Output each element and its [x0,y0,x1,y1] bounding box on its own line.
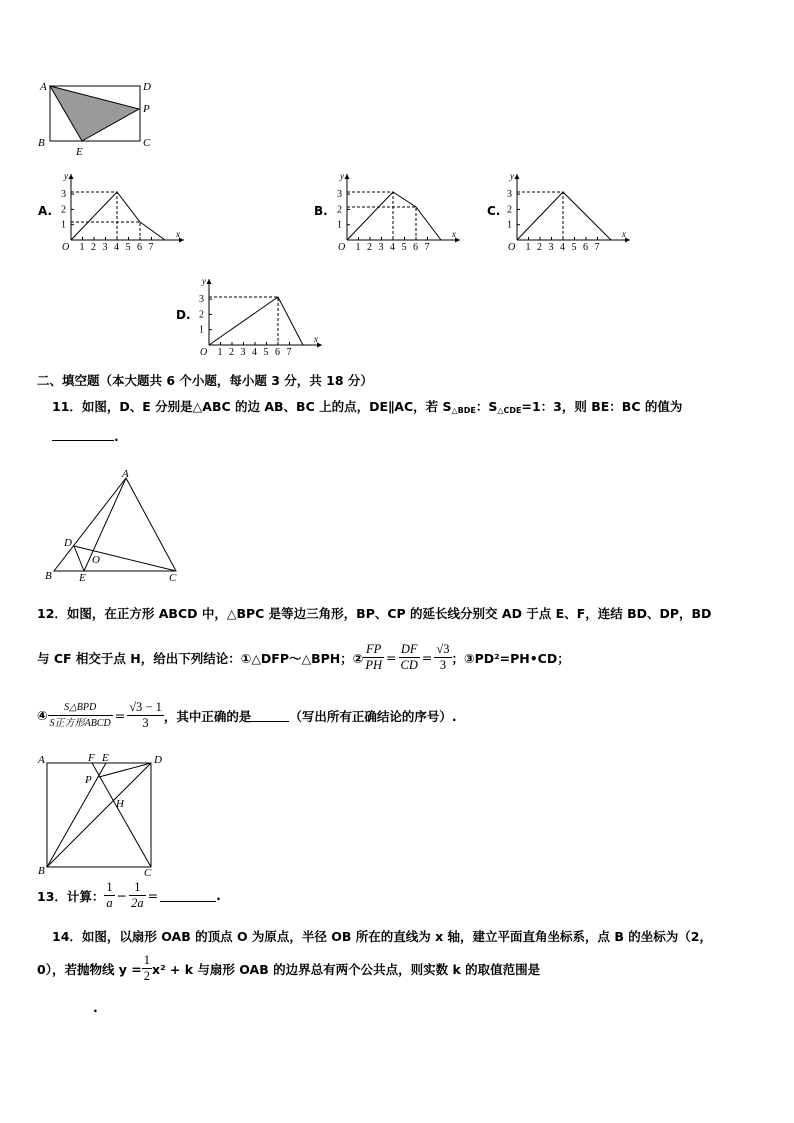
q11-label-B: B [45,570,52,582]
x-tick-label: 7 [424,242,430,252]
x-tick-label: 6 [137,242,142,252]
q11-blank-end: . [114,429,119,444]
q12-fraction-sqrt3-minus-1: $\frac{√3 - 1}{3}$ [129,700,162,730]
option-A-label: A. [38,204,53,218]
q12-line3-b: ，其中正确的是 [163,708,252,724]
q14-fraction-1-2: $\frac{1}{2}$ [143,953,151,983]
graph-option-B [336,170,466,252]
q14-line1: 14．如图，以扇形 OAB 的顶点 O 为原点，半径 OB 所在的直线为 x 轴，建立平面直角坐标系，点 B 的坐标为（2， [52,929,712,944]
q13-end: . [216,888,221,903]
option-D-label: D. [176,308,191,322]
q12-line2-b: ；③PD²=PH•CD； [451,650,570,666]
q12-label-A: A [38,754,45,766]
y-axis-arrow [345,174,350,179]
y-axis-label: y [510,171,514,181]
rectangle-figure [35,78,165,160]
point-label-A: A [40,81,47,93]
origin-label: O [508,242,516,252]
q14-line2-a: 0），若抛物线 y = [37,961,142,977]
y-axis-arrow [207,279,212,284]
x-tick-label: 5 [125,242,131,252]
x-axis-label: x [176,229,180,239]
origin-label: O [200,347,208,357]
section-heading: 二、填空题（本大题共 6 个小题，每小题 3 分，共 18 分） [37,373,373,388]
question-11 [52,397,682,415]
triangle-figure-q11 [40,468,190,586]
x-tick-label: 2 [229,347,234,357]
y-tick-label: 1 [61,219,66,231]
q12-label-P: P [85,774,92,786]
graph-option-C [506,170,636,252]
square-figure-q12 [36,752,166,878]
x-tick-label: 7 [148,242,154,252]
x-tick-label: 5 [571,242,577,252]
point-label-C: C [143,137,151,149]
x-tick-label: 7 [286,347,292,357]
q11-answer-blank[interactable] [52,428,114,441]
y-tick-label: 1 [199,324,204,336]
y-tick-label: 2 [337,204,342,216]
q12-label-C: C [144,867,152,878]
y-tick-label: 3 [337,189,342,201]
q11-label-E: E [79,572,86,584]
origin-label: O [62,242,70,252]
y-axis-arrow [515,174,520,179]
q11-text-a: 11．如图，D、E 分别是△ABC 的边 AB、BC 上的点，DE∥AC，若 S [52,399,452,414]
y-tick-label: 3 [507,189,512,201]
x-tick-label: 4 [560,242,565,252]
y-tick-label: 1 [337,219,342,231]
question-13 [37,880,221,911]
x-tick-label: 4 [390,242,395,252]
x-axis-label: x [314,334,318,344]
x-tick-label: 3 [378,242,384,252]
option-B-label: B. [314,204,328,218]
x-tick-label: 4 [114,242,119,252]
q14-line2 [37,953,540,984]
q11-text-b: ：S [475,399,498,414]
q11-text-c: =1：3，则 BE：BC 的值为 [521,399,683,414]
point-label-P: P [143,103,150,115]
graph-option-A [60,170,190,252]
x-tick-label: 4 [252,347,257,357]
x-tick-label: 6 [583,242,588,252]
origin-label: O [338,242,346,252]
point-label-E: E [76,146,83,158]
x-tick-label: 2 [91,242,96,252]
q13-text-a: 13．计算： [37,888,105,904]
x-tick-label: 5 [263,347,269,357]
q12-line3: ④ $\frac{\text{S△BPD}}{\text{S正方形ABCD}}$ = $\frac{√3 - 1}{3}$ ，其中正确的是 （写出所有正确结论的序号）. [37,700,457,730]
graph-option-D [198,275,328,357]
q13-fraction-1-2a: $\frac{1}{2a}$ [131,880,144,910]
y-tick-label: 1 [507,219,512,231]
q12-line2: 与 CF 相交于点 H，给出下列结论：①△DFP～△BPH；② $\frac{FP}{PH}$ = $\frac{DF}{CD}$ = $\frac{√3}{3}$ ；③PD²=PH•CD； [37,642,570,672]
y-axis-label: y [64,171,68,181]
x-tick-label: 1 [525,242,531,252]
q12-label-F: F [88,752,95,764]
y-axis-label: y [340,171,344,181]
q14-line2-b: x² + k 与扇形 OAB 的边界总有两个公共点，则实数 k 的取值范围是 [152,961,541,977]
x-tick-label: 3 [548,242,554,252]
q11-label-D: D [64,537,72,549]
q13-answer-blank[interactable] [160,889,216,902]
x-tick-label: 1 [79,242,85,252]
x-axis-label: x [452,229,456,239]
x-tick-label: 2 [537,242,542,252]
q12-fraction-sqrt3-3: $\frac{√3}{3}$ [436,642,450,672]
q12-label-E: E [102,752,109,764]
y-tick-label: 2 [507,204,512,216]
q13-equals: = [147,888,159,903]
q13-fraction-1-a: $\frac{1}{a}$ [106,880,113,910]
q13-minus: − [116,888,128,903]
q11-sub2: △CDE [497,406,522,415]
q12-label-H: H [116,798,124,810]
q11-answer-line [52,428,119,444]
q11-label-A: A [122,468,129,480]
y-tick-label: 2 [61,204,66,216]
x-tick-label: 1 [217,347,223,357]
x-tick-label: 6 [275,347,280,357]
x-tick-label: 5 [401,242,407,252]
x-tick-label: 3 [240,347,246,357]
x-tick-label: 3 [102,242,108,252]
y-axis-arrow [69,174,74,179]
y-tick-label: 2 [199,309,204,321]
option-C-label: C. [487,204,501,218]
q11-label-C: C [169,572,177,584]
q12-line2-a: 与 CF 相交于点 H，给出下列结论：①△DFP～△BPH；② [37,650,364,666]
x-tick-label: 7 [594,242,600,252]
q12-fraction-df-cd: $\frac{DF}{CD}$ [400,642,418,672]
q12-answer-blank[interactable] [251,709,289,722]
q12-fraction-fp-ph: $\frac{FP}{PH}$ [365,642,383,672]
point-label-B: B [38,137,45,149]
point-label-D: D [143,81,151,93]
x-tick-label: 6 [413,242,418,252]
x-tick-label: 2 [367,242,372,252]
q12-line3-c: （写出所有正确结论的序号）. [289,708,457,724]
q11-sub1: △BDE [451,406,476,415]
q12-label-D: D [154,754,162,766]
q12-line1: 12．如图，在正方形 ABCD 中，△BPC 是等边三角形，BP、CP 的延长线分别交 AD 于点 E、F，连结 BD、DP，BD [37,606,712,621]
y-tick-label: 3 [199,294,204,306]
x-axis-label: x [622,229,626,239]
q12-circle-4: ④ [37,708,48,723]
q11-label-O: O [92,554,100,566]
q12-label-B: B [38,865,45,877]
q14-line3: . [93,1000,98,1015]
q12-fraction-area-ratio: $\frac{\text{S△BPD}}{\text{S正方形ABCD}}$ [49,702,111,729]
y-axis-label: y [202,276,206,286]
x-tick-label: 1 [355,242,361,252]
y-tick-label: 3 [61,189,66,201]
